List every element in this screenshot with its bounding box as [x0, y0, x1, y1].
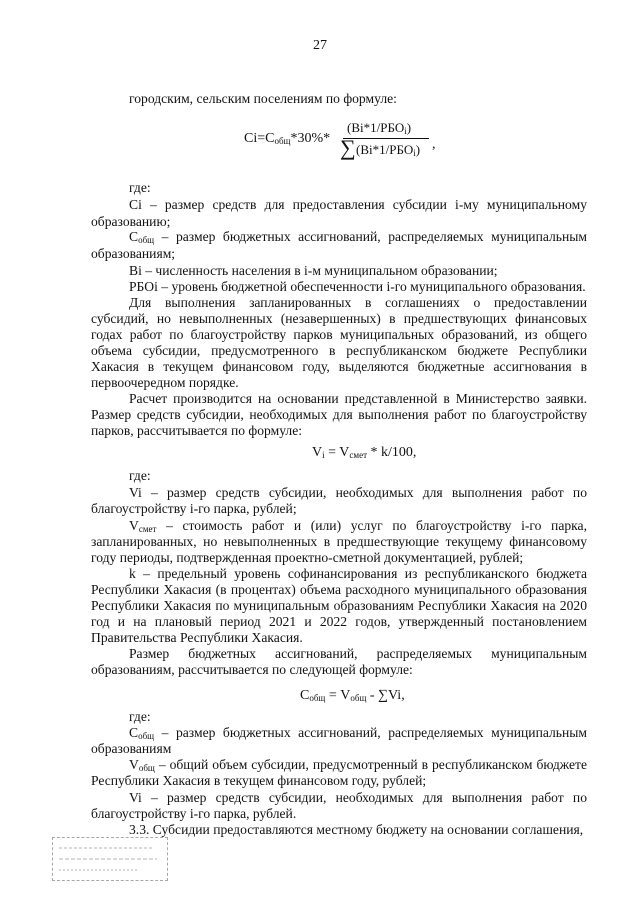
text-line: субсидий, но невыполненных (незавершенных) в предшествующих финансовых: [91, 311, 587, 326]
text-line: годах работ по благоустройству парков муниципальных образований, из общего: [91, 327, 587, 342]
text-line: Bi – численность населения в i-м муниципальном образовании;: [129, 263, 498, 278]
text-line: благоустройству i-го парка, рублей.: [91, 806, 297, 821]
text-line: первоочередном порядке.: [91, 375, 239, 390]
text-line: Правительства Республики Хакасия.: [91, 630, 303, 645]
text-line: парков, рассчитывается по формуле:: [91, 423, 303, 438]
sigma-symbol: ∑: [340, 135, 356, 160]
text-line: благоустройству i-го парка, рублей;: [91, 501, 297, 516]
text-line: Республики Хакасия по муниципальным образованиям Республики Хакасия на 2020: [91, 598, 587, 613]
registration-stamp: [52, 837, 168, 881]
stamp-scribble: [53, 838, 165, 878]
text-line: году периоды, подтвержденная проектно-сметной документацией, рублей;: [91, 550, 524, 565]
formula-comma: ,: [432, 137, 436, 152]
text-line: $C_{общ}$ – размер бюджетных ассигнований, распределяемых муниципальным: [129, 229, 587, 245]
text-line: Vi – размер средств субсидии, необходимых для выполнения работ по: [129, 485, 587, 500]
text-line: Для выполнения запланированных в соглашениях о предоставлении: [129, 295, 587, 310]
text-line: где:: [129, 709, 151, 724]
text-line: Республики Хакасия (в процентах) объема расходного муниципального образования: [91, 582, 587, 597]
text-line: образованиям;: [91, 246, 176, 261]
formula-budget-allocation: $C_{общ} = V_{общ} - \sum Vi$,: [300, 688, 405, 703]
text-line: Республики Хакасия в текущем финансовом году, рублей;: [91, 773, 427, 788]
text-line: $V_{смет}$ – стоимость работ и (или) услуг по благоустройству i-го парка,: [129, 518, 587, 534]
text-line: образованиям, рассчитывается по следующей формуле:: [91, 662, 413, 677]
text-line: Размер средств субсидии, необходимых для выполнения работ по благоустройству: [91, 407, 587, 422]
text-line: k – предельный уровень софинансирования из республиканского бюджета: [129, 566, 587, 581]
fraction-bar: [343, 138, 429, 139]
formula-park-subsidy: $V_i = V_{смет} * k/100$,: [312, 445, 417, 460]
formula-numerator: $(Bi*1/РБО_i)$: [347, 120, 412, 136]
text-line: РБОi – уровень бюджетной обеспеченности i-го муниципального образования.: [129, 279, 586, 294]
formula-lhs: $Ci=C_{общ}*30\%*$: [244, 131, 331, 146]
text-line: городским, сельским поселениям по формуле:: [129, 91, 397, 106]
text-line: 3.3. Субсидии предоставляются местному бюджету на основании соглашения,: [129, 822, 584, 837]
text-line: где:: [129, 468, 151, 483]
text-line: Vi – размер средств субсидии, необходимых для выполнения работ по: [129, 790, 587, 805]
text-line: объема субсидии, предусмотренного в республиканском бюджете Республики: [91, 343, 587, 358]
page-number: 27: [313, 38, 327, 53]
text-line: $V_{общ}$ – общий объем субсидии, предусмотренный в республиканском бюджете: [129, 757, 587, 773]
text-line: $C_{общ}$ – размер бюджетных ассигнований, распределяемых муниципальным: [129, 725, 587, 741]
text-line: образованию;: [91, 214, 171, 229]
text-line: образованиям: [91, 741, 172, 756]
text-line: Хакасия в текущем финансовом году, выделяются бюджетные ассигнования в: [91, 359, 587, 374]
text-line: Ci – размер средств для предоставления субсидии i-му муниципальному: [129, 197, 587, 212]
text-line: где:: [129, 180, 151, 195]
formula-denominator: $(Bi*1/РБО_i)$: [356, 142, 421, 158]
text-line: Расчет производится на основании представленной в Министерство заявки.: [129, 391, 587, 406]
text-line: запланированных, но невыполненных в предшествующие текущему финансовому: [91, 534, 587, 549]
text-line: год и на плановый период 2021 и 2022 годов, утвержденный постановлением: [91, 614, 587, 629]
text-line: Размер бюджетных ассигнований, распределяемых муниципальным: [129, 646, 587, 661]
